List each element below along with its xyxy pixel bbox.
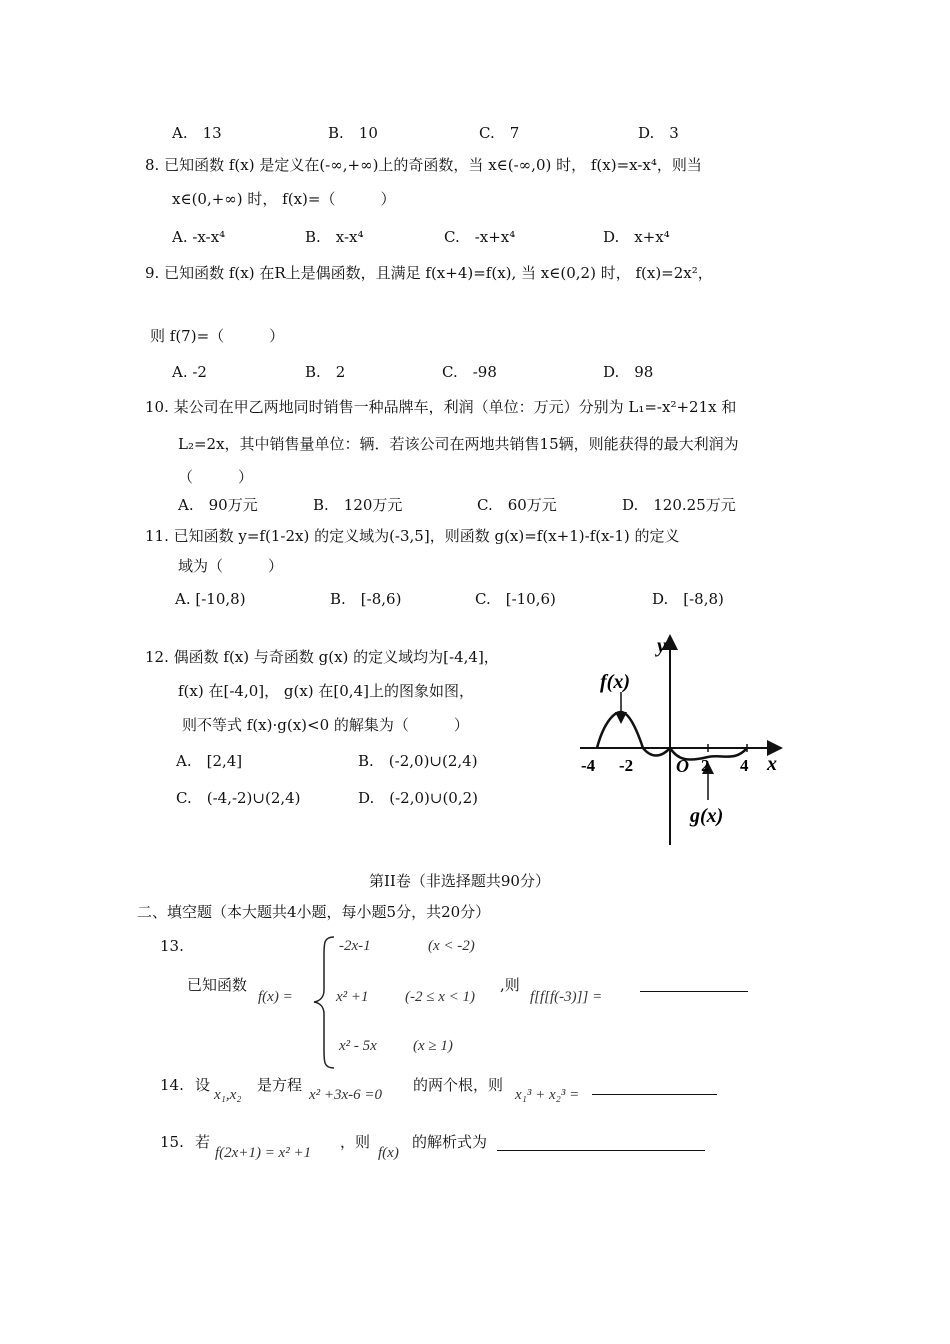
- q8-option-b: B. x-x⁴: [305, 228, 364, 246]
- y-axis-label: y: [657, 635, 666, 657]
- q15-number: 15.: [160, 1133, 184, 1151]
- section-fill-in-title: 二、填空题（本大题共4小题，每小题5分，共20分）: [137, 903, 491, 921]
- q11-option-c: C. [-10,6): [475, 590, 556, 608]
- q13-case1-expr: -2x-1: [339, 938, 371, 954]
- q14-text-c: 的两个根，则: [413, 1076, 504, 1094]
- q14-text-b: 是方程: [257, 1076, 303, 1094]
- x-axis-label: x: [767, 753, 777, 775]
- q11-stem-line1: 11. 已知函数 y=f(1-2x) 的定义域为(-3,5]，则函数 g(x)=f(x+1)-f(x-1) 的定义: [145, 527, 680, 545]
- q14-text-a: 设: [195, 1076, 211, 1094]
- q12-option-a: A. [2,4]: [176, 752, 243, 770]
- q7-option-c: C. 7: [479, 124, 520, 142]
- q11-option-a: A. [-10,8): [175, 590, 246, 608]
- q10-stem-line3: （ ）: [178, 468, 254, 486]
- q12-option-c: C. (-4,-2)∪(2,4): [176, 789, 301, 807]
- q15-text-b: ，则: [340, 1133, 371, 1151]
- q11-stem-line2: 域为（ ）: [178, 557, 284, 575]
- q13-answer-blank[interactable]: [640, 990, 748, 992]
- q14-equation: x² +3x-6 =0: [309, 1087, 383, 1103]
- q7-option-a: A. 13: [172, 124, 222, 142]
- q15-text-a: 若: [195, 1133, 211, 1151]
- f-label: f(x): [600, 671, 630, 693]
- q8-option-d: D. x+x⁴: [603, 228, 670, 246]
- q10-option-a: A. 90万元: [178, 496, 258, 514]
- tick-neg4: -4: [581, 756, 596, 775]
- tick-neg2: -2: [619, 756, 634, 775]
- q12-stem-line3: 则不等式 f(x)·g(x)<0 的解集为（ ）: [182, 716, 469, 734]
- q12-stem-line1: 12. 偶函数 f(x) 与奇函数 g(x) 的定义域均为[-4,4]，: [145, 648, 499, 666]
- q12-option-d: D. (-2,0)∪(0,2): [358, 789, 479, 807]
- q9-option-c: C. -98: [442, 363, 497, 381]
- q10-stem-line1: 10. 某公司在甲乙两地同时销售一种品牌车，利润（单位：万元）分别为 L₁=-x²+21x 和: [145, 398, 737, 416]
- q12-option-b: B. (-2,0)∪(2,4): [358, 752, 478, 770]
- q13-number: 13.: [160, 937, 184, 955]
- q15-fx: f(x): [378, 1145, 399, 1161]
- q15-text-c: 的解析式为: [412, 1133, 488, 1151]
- q11-option-d: D. [-8,8): [652, 590, 724, 608]
- q13-case2-expr: x² +1: [336, 989, 369, 1005]
- q13-prefix: 已知函数: [187, 976, 248, 994]
- q14-answer-blank[interactable]: [592, 1093, 717, 1095]
- q9-option-a: A. -2: [172, 363, 207, 381]
- tick-2: 2: [701, 756, 710, 775]
- q14-query: x₁³ + x₂³ =: [515, 1087, 580, 1103]
- q8-stem-line2: x∈(0,+∞) 时， f(x)=（ ）: [172, 190, 396, 208]
- q9-option-b: B. 2: [305, 363, 346, 381]
- q10-option-c: C. 60万元: [477, 496, 557, 514]
- q14-roots: x₁,x₂: [214, 1087, 242, 1103]
- q14-number: 14.: [160, 1076, 184, 1094]
- q9-stem-line1: 9. 已知函数 f(x) 在R上是偶函数，且满足 f(x+4)=f(x), 当 x∈(0,2) 时， f(x)=2x²，: [145, 264, 713, 282]
- g-label: g(x): [690, 805, 724, 827]
- part2-title: 第II卷（非选择题共90分）: [369, 872, 550, 890]
- q10-option-b: B. 120万元: [313, 496, 403, 514]
- q15-given: f(2x+1) = x² +1: [215, 1145, 312, 1161]
- q9-stem-line2: 则 f(7)=（ ）: [150, 327, 285, 345]
- q12-stem-line2: f(x) 在[-4,0]， g(x) 在[0,4]上的图象如图，: [178, 682, 474, 700]
- q13-case2-cond: (-2 ≤ x < 1): [405, 989, 475, 1005]
- q13-fx: f(x) =: [258, 989, 293, 1005]
- origin-label: O: [676, 756, 689, 776]
- q15-answer-blank[interactable]: [497, 1149, 705, 1151]
- q10-option-d: D. 120.25万元: [622, 496, 736, 514]
- q9-option-d: D. 98: [603, 363, 654, 381]
- tick-4: 4: [740, 756, 749, 775]
- q13-case3-expr: x² - 5x: [339, 1038, 377, 1054]
- q13-case3-cond: (x ≥ 1): [413, 1038, 453, 1054]
- q11-option-b: B. [-8,6): [330, 590, 402, 608]
- q13-case1-cond: (x < -2): [428, 938, 475, 954]
- q8-stem-line1: 8. 已知函数 f(x) 是定义在(-∞,+∞)上的奇函数，当 x∈(-∞,0) 时， f(x)=x-x⁴，则当: [145, 156, 702, 174]
- q7-option-d: D. 3: [638, 124, 679, 142]
- q13-query: f[f[f(-3)]] =: [530, 989, 603, 1005]
- q8-option-a: A. -x-x⁴: [172, 228, 226, 246]
- q13-brace: [312, 935, 338, 1070]
- q13-tail: ,则: [500, 976, 520, 994]
- q10-stem-line2: L₂=2x，其中销售量单位：辆．若该公司在两地共销售15辆，则能获得的最大利润为: [178, 435, 739, 453]
- q7-option-b: B. 10: [328, 124, 378, 142]
- q12-function-graph: [575, 630, 795, 850]
- q8-option-c: C. -x+x⁴: [444, 228, 516, 246]
